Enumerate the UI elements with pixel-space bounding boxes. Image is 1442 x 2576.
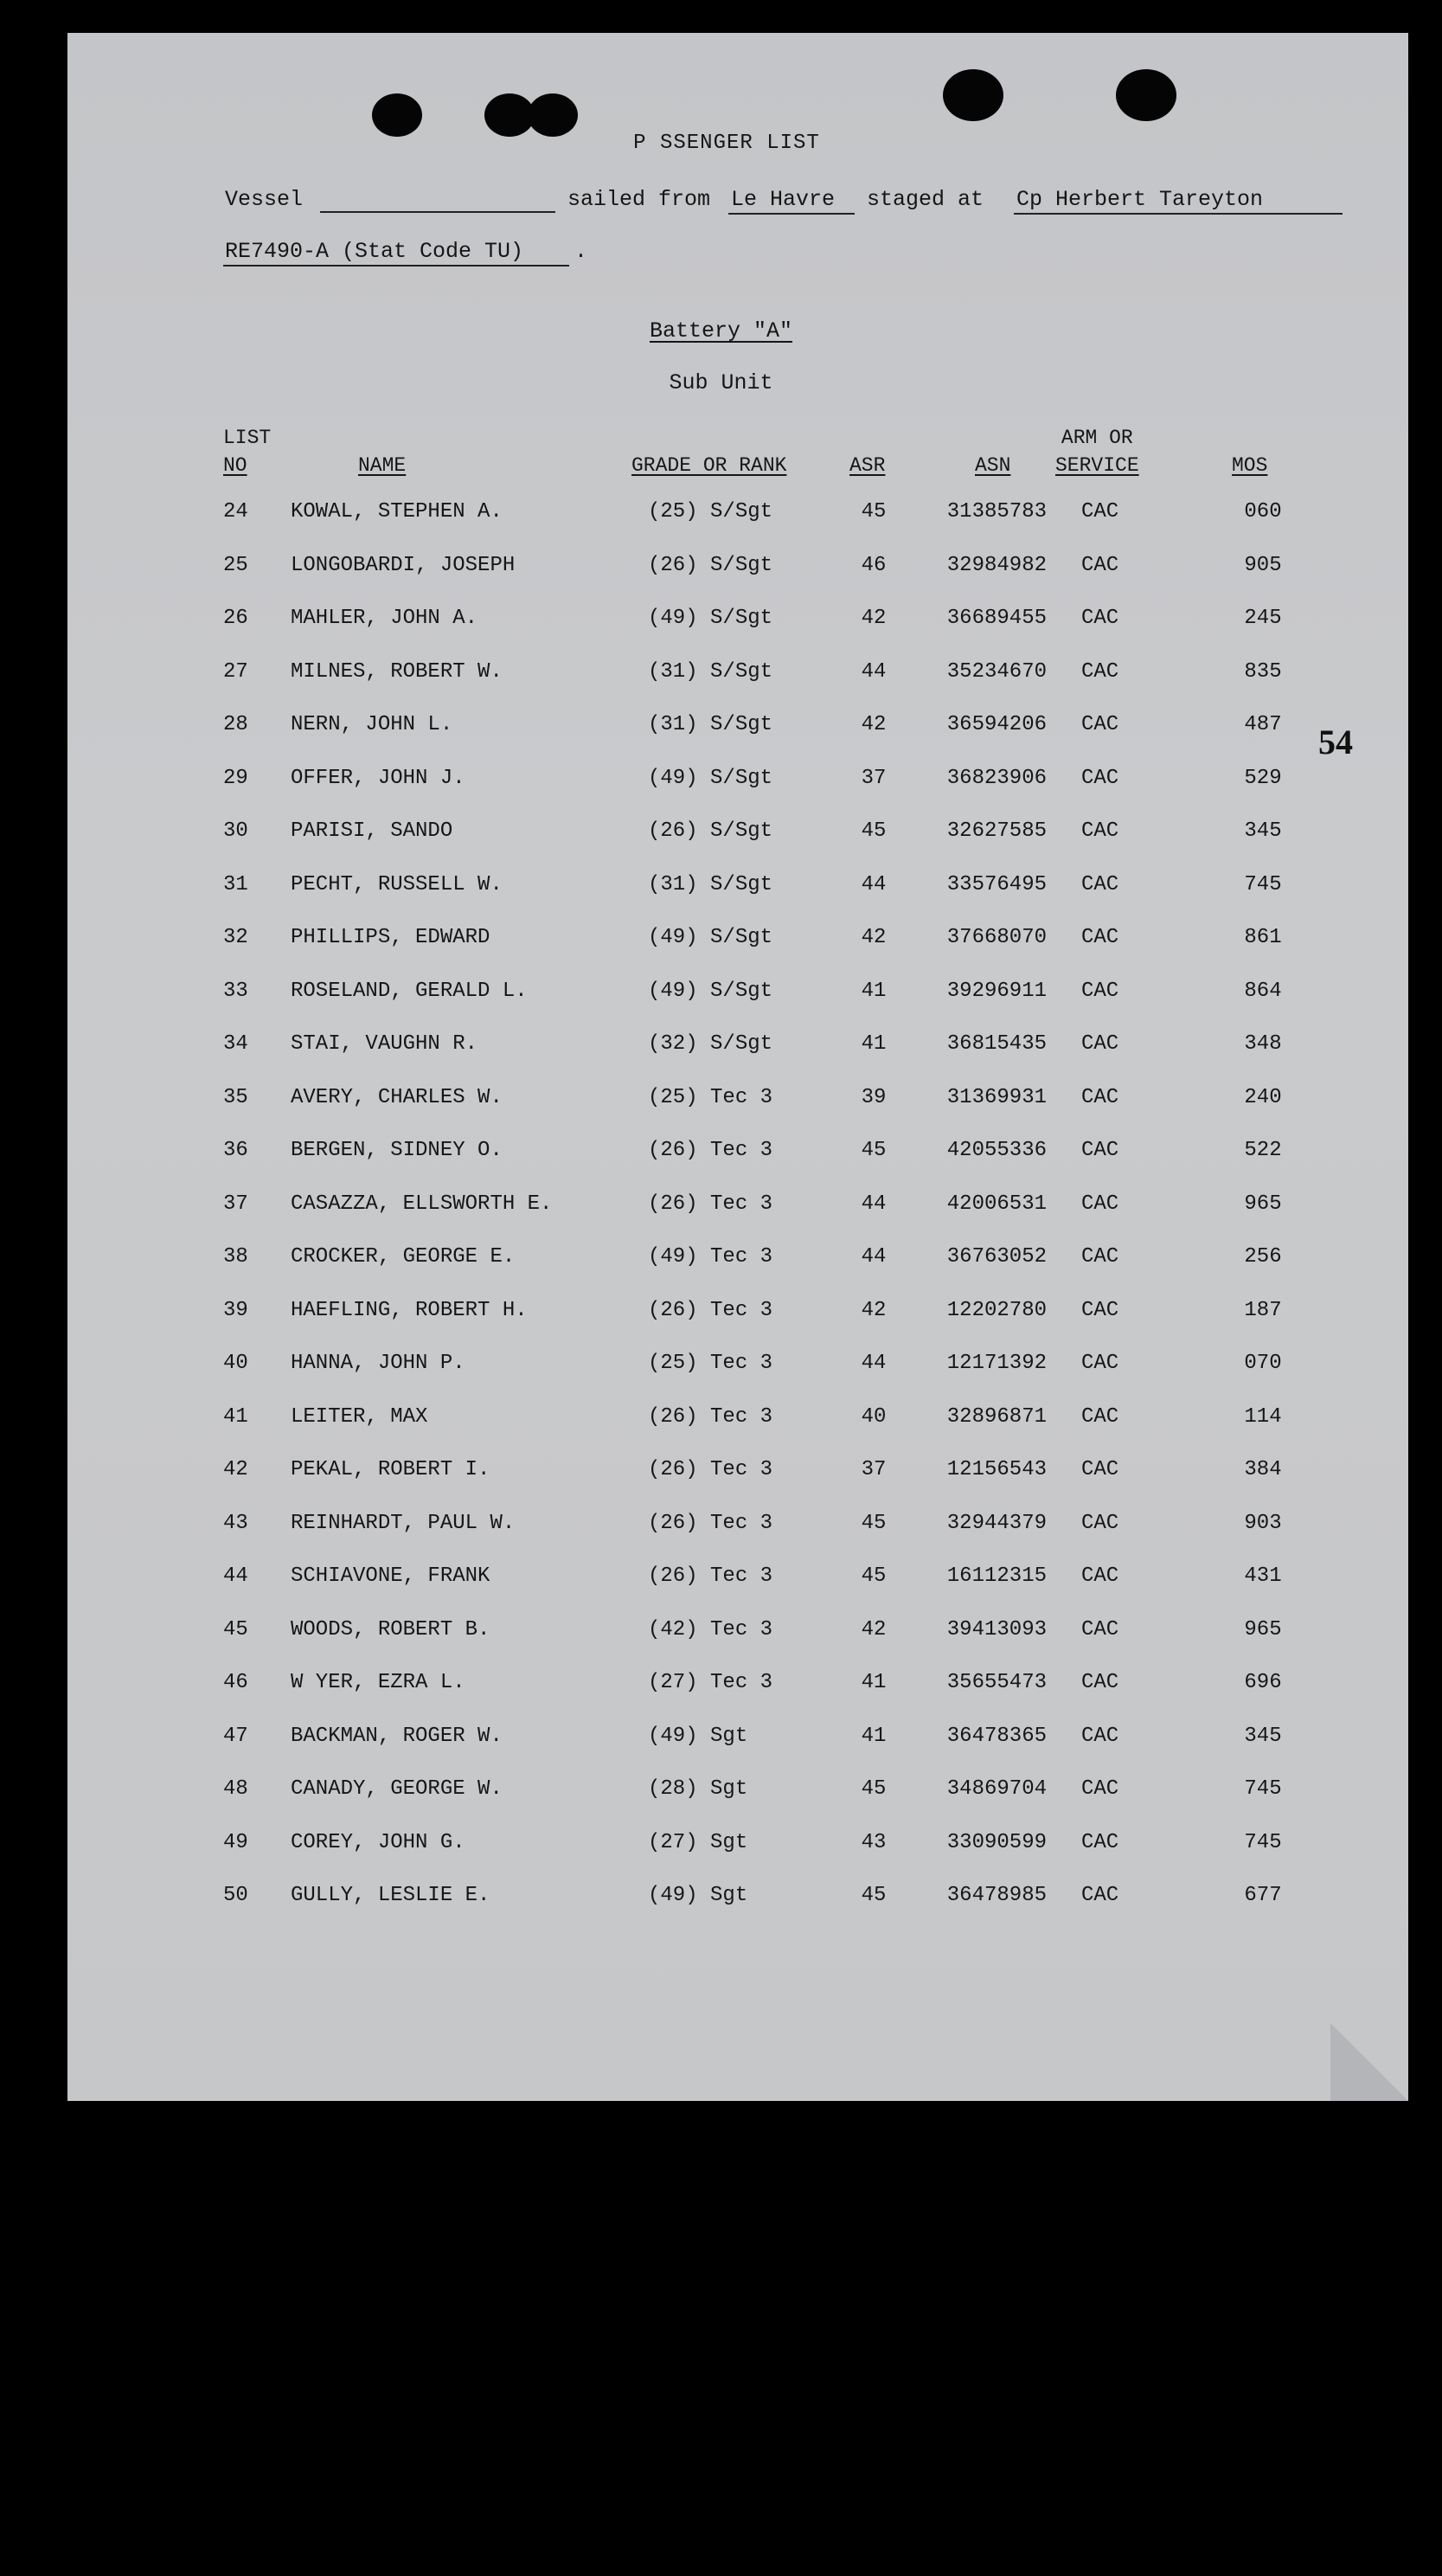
table-row — [0, 873, 1442, 927]
cell-grade: (26) Tec 3 — [648, 1511, 773, 1535]
cell-arm-service: CAC — [1081, 1085, 1119, 1109]
cell-asr: 44 — [861, 1192, 887, 1216]
cell-arm-service: CAC — [1081, 766, 1119, 790]
cell-arm-service: CAC — [1081, 1671, 1119, 1694]
punch-hole — [1116, 69, 1176, 121]
cell-asr: 44 — [861, 872, 887, 896]
page-number: 54 — [1318, 723, 1353, 761]
cell-mos: 864 — [1244, 979, 1282, 1003]
cell-asn: 36594206 — [946, 713, 1047, 736]
cell-asr: 39 — [861, 1085, 887, 1109]
cell-grade: (31) S/Sgt — [648, 713, 773, 736]
cell-mos: 522 — [1244, 1139, 1282, 1162]
col-header-asn — [975, 452, 1010, 479]
cell-name: COREY, JOHN G. — [291, 1830, 465, 1854]
cell-list-no: 46 — [223, 1671, 248, 1694]
cell-asn: 36689455 — [946, 607, 1047, 630]
col-header-mos-text: MOS — [1232, 454, 1268, 477]
cell-mos: 431 — [1244, 1564, 1282, 1588]
cell-asn: 36815435 — [946, 1032, 1047, 1056]
table-row — [0, 1458, 1442, 1512]
cell-arm-service: CAC — [1081, 979, 1119, 1003]
cell-grade: (49) S/Sgt — [648, 926, 773, 949]
cell-grade: (26) Tec 3 — [648, 1564, 773, 1588]
cell-asn: 39296911 — [946, 979, 1047, 1003]
cell-name: PHILLIPS, EDWARD — [291, 926, 490, 949]
vessel-blank — [320, 211, 555, 213]
cell-mos: 345 — [1244, 819, 1282, 843]
cell-name: AVERY, CHARLES W. — [291, 1085, 503, 1109]
cell-asn: 12202780 — [946, 1298, 1047, 1322]
cell-asr: 40 — [861, 1404, 887, 1429]
cell-mos: 256 — [1244, 1245, 1282, 1269]
sailed-from-value: Le Havre — [731, 187, 836, 212]
cell-asr: 45 — [861, 1564, 887, 1588]
cell-asn: 36478365 — [946, 1724, 1047, 1748]
cell-list-no: 41 — [223, 1404, 248, 1429]
cell-mos: 696 — [1244, 1671, 1282, 1694]
cell-mos: 345 — [1244, 1724, 1282, 1748]
cell-arm-service: CAC — [1081, 1777, 1119, 1801]
cell-grade: (26) Tec 3 — [648, 1298, 773, 1322]
cell-arm-service: CAC — [1081, 659, 1119, 684]
cell-asn: 32984982 — [946, 553, 1047, 577]
table-row — [0, 819, 1442, 873]
passenger-table — [0, 500, 1442, 1937]
table-row — [0, 660, 1442, 714]
cell-asr: 41 — [861, 1032, 887, 1056]
cell-mos: 060 — [1244, 500, 1282, 524]
col-header-arm-line2: SERVICE — [1055, 454, 1139, 477]
unit-heading-text: Battery "A" — [649, 318, 793, 344]
cell-name: MILNES, ROBERT W. — [291, 659, 503, 684]
cell-grade: (26) S/Sgt — [648, 553, 773, 577]
cell-name: LONGOBARDI, JOSEPH — [291, 553, 516, 577]
cell-asr: 44 — [861, 1352, 887, 1375]
cell-list-no: 49 — [223, 1830, 248, 1854]
cell-name: CASAZZA, ELLSWORTH E. — [291, 1192, 553, 1216]
cell-mos: 070 — [1244, 1352, 1282, 1375]
cell-grade: (27) Sgt — [648, 1830, 748, 1854]
table-row — [0, 767, 1442, 820]
cell-asr: 41 — [861, 979, 887, 1003]
cell-asr: 46 — [861, 553, 887, 577]
cell-asr: 44 — [861, 1245, 887, 1269]
col-header-asr-text: ASR — [849, 454, 886, 477]
cell-mos: 835 — [1244, 659, 1282, 684]
cell-asr: 45 — [861, 1884, 887, 1907]
document-title: P SSENGER LIST — [633, 132, 820, 155]
cell-name: HANNA, JOHN P. — [291, 1352, 465, 1375]
cell-asn: 31385783 — [946, 500, 1047, 524]
cell-mos: 487 — [1244, 713, 1282, 736]
col-header-list-no — [223, 424, 271, 479]
code-line-underline — [223, 265, 569, 267]
cell-name: PECHT, RUSSELL W. — [291, 872, 503, 896]
cell-asn: 12171392 — [946, 1352, 1047, 1375]
table-row — [0, 500, 1442, 554]
cell-asn: 33576495 — [946, 872, 1047, 896]
table-row — [0, 980, 1442, 1033]
cell-name: NERN, JOHN L. — [291, 713, 453, 736]
cell-mos: 187 — [1244, 1298, 1282, 1322]
cell-arm-service: CAC — [1081, 1032, 1119, 1056]
table-row — [0, 554, 1442, 607]
col-header-name — [358, 452, 406, 479]
col-header-grade-text: GRADE OR RANK — [631, 454, 787, 477]
cell-arm-service: CAC — [1081, 1298, 1119, 1322]
col-header-arm-line1: ARM OR — [1061, 427, 1133, 449]
sailed-from-underline — [728, 213, 855, 215]
cell-mos: 745 — [1244, 1777, 1282, 1801]
cell-arm-service: CAC — [1081, 1404, 1119, 1429]
cell-list-no: 29 — [223, 766, 248, 790]
cell-grade: (49) S/Sgt — [648, 979, 773, 1003]
cell-list-no: 45 — [223, 1617, 248, 1641]
cell-grade: (25) Tec 3 — [648, 1352, 773, 1375]
cell-name: LEITER, MAX — [291, 1404, 428, 1429]
table-row — [0, 926, 1442, 980]
cell-mos: 905 — [1244, 553, 1282, 577]
cell-list-no: 47 — [223, 1724, 248, 1748]
cell-name: REINHARDT, PAUL W. — [291, 1511, 516, 1535]
sailed-from-label: sailed from — [567, 187, 711, 212]
table-row — [0, 1245, 1442, 1299]
cell-asr: 41 — [861, 1724, 887, 1748]
cell-arm-service: CAC — [1081, 1830, 1119, 1854]
cell-list-no: 43 — [223, 1511, 248, 1535]
cell-name: MAHLER, JOHN A. — [291, 607, 478, 630]
cell-asr: 42 — [861, 1298, 887, 1322]
cell-asn: 34869704 — [946, 1777, 1047, 1801]
cell-asn: 12156543 — [946, 1458, 1047, 1481]
cell-grade: (31) S/Sgt — [648, 659, 773, 684]
cell-list-no: 36 — [223, 1139, 248, 1162]
cell-mos: 240 — [1244, 1085, 1282, 1109]
cell-grade: (26) Tec 3 — [648, 1139, 773, 1162]
cell-asr: 42 — [861, 1617, 887, 1641]
cell-mos: 677 — [1244, 1884, 1282, 1907]
cell-asr: 45 — [861, 1777, 887, 1801]
cell-asr: 41 — [861, 1671, 887, 1694]
cell-asr: 44 — [861, 659, 887, 684]
col-header-list-no-line1: LIST — [223, 427, 272, 449]
cell-asn: 32627585 — [946, 819, 1047, 843]
table-row — [0, 1671, 1442, 1725]
table-row — [0, 1884, 1442, 1937]
cell-list-no: 48 — [223, 1777, 248, 1801]
cell-list-no: 42 — [223, 1458, 248, 1481]
cell-asr: 37 — [861, 766, 887, 790]
cell-arm-service: CAC — [1081, 1564, 1119, 1588]
cell-name: BACKMAN, ROGER W. — [291, 1724, 503, 1748]
cell-list-no: 26 — [223, 607, 248, 630]
cell-asr: 37 — [861, 1458, 887, 1481]
cell-mos: 861 — [1244, 926, 1282, 949]
cell-mos: 745 — [1244, 872, 1282, 896]
cell-asr: 45 — [861, 1511, 887, 1535]
cell-arm-service: CAC — [1081, 500, 1119, 524]
cell-asr: 42 — [861, 607, 887, 630]
cell-asn: 42006531 — [946, 1192, 1047, 1216]
cell-name: STAI, VAUGHN R. — [291, 1032, 478, 1056]
cell-asr: 42 — [861, 713, 887, 736]
cell-arm-service: CAC — [1081, 553, 1119, 577]
cell-asn: 16112315 — [946, 1564, 1047, 1588]
cell-arm-service: CAC — [1081, 1617, 1119, 1641]
cell-mos: 348 — [1244, 1032, 1282, 1056]
col-header-name-text: NAME — [358, 454, 407, 477]
col-header-asr — [849, 452, 885, 479]
cell-list-no: 34 — [223, 1032, 248, 1056]
cell-grade: (32) S/Sgt — [648, 1032, 773, 1056]
cell-name: WOODS, ROBERT B. — [291, 1617, 490, 1641]
cell-asn: 37668070 — [946, 926, 1047, 949]
cell-asr: 43 — [861, 1830, 887, 1854]
cell-mos: 965 — [1244, 1617, 1282, 1641]
cell-list-no: 40 — [223, 1352, 248, 1375]
code-period: . — [574, 239, 588, 264]
cell-asn: 35655473 — [946, 1671, 1047, 1694]
vessel-label: Vessel — [225, 187, 304, 212]
cell-name: PEKAL, ROBERT I. — [291, 1458, 490, 1481]
table-row — [0, 1725, 1442, 1778]
cell-name: OFFER, JOHN J. — [291, 766, 465, 790]
cell-asn: 32896871 — [946, 1404, 1047, 1429]
staged-at-underline — [1014, 213, 1343, 215]
cell-name: CROCKER, GEORGE E. — [291, 1245, 516, 1269]
cell-asr: 45 — [861, 819, 887, 843]
cell-arm-service: CAC — [1081, 1139, 1119, 1162]
table-row — [0, 1831, 1442, 1885]
cell-list-no: 32 — [223, 926, 248, 949]
table-row — [0, 1192, 1442, 1246]
cell-asn: 36823906 — [946, 766, 1047, 790]
cell-asn: 42055336 — [946, 1139, 1047, 1162]
cell-asn: 31369931 — [946, 1085, 1047, 1109]
cell-arm-service: CAC — [1081, 1511, 1119, 1535]
cell-grade: (25) S/Sgt — [648, 500, 773, 524]
col-header-asn-text: ASN — [975, 454, 1011, 477]
unit-heading — [0, 318, 1442, 344]
cell-mos: 745 — [1244, 1830, 1282, 1854]
cell-list-no: 24 — [223, 500, 248, 524]
cell-arm-service: CAC — [1081, 872, 1119, 896]
cell-name: ROSELAND, GERALD L. — [291, 979, 528, 1003]
cell-grade: (26) Tec 3 — [648, 1458, 773, 1481]
cell-arm-service: CAC — [1081, 1245, 1119, 1269]
punch-hole — [528, 93, 578, 137]
cell-arm-service: CAC — [1081, 607, 1119, 630]
cell-name: CANADY, GEORGE W. — [291, 1777, 503, 1801]
cell-grade: (49) S/Sgt — [648, 766, 773, 790]
table-row — [0, 1777, 1442, 1831]
cell-name: PARISI, SANDO — [291, 819, 453, 843]
punch-hole — [943, 69, 1003, 121]
cell-mos: 529 — [1244, 766, 1282, 790]
table-row — [0, 1618, 1442, 1672]
col-header-list-no-line2: NO — [223, 454, 247, 477]
code-line: RE7490-A (Stat Code TU) — [225, 239, 524, 264]
table-row — [0, 1139, 1442, 1192]
cell-list-no: 31 — [223, 872, 248, 896]
cell-name: KOWAL, STEPHEN A. — [291, 500, 503, 524]
cell-grade: (26) Tec 3 — [648, 1404, 773, 1429]
cell-asn: 36763052 — [946, 1245, 1047, 1269]
cell-name: W YER, EZRA L. — [291, 1671, 465, 1694]
cell-name: GULLY, LESLIE E. — [291, 1884, 490, 1907]
cell-grade: (49) Sgt — [648, 1724, 748, 1748]
cell-list-no: 38 — [223, 1245, 248, 1269]
cell-grade: (49) Sgt — [648, 1884, 748, 1907]
cell-grade: (42) Tec 3 — [648, 1617, 773, 1641]
cell-mos: 903 — [1244, 1511, 1282, 1535]
staged-at-value: Cp Herbert Tareyton — [1016, 187, 1264, 212]
cell-list-no: 28 — [223, 713, 248, 736]
table-row — [0, 1352, 1442, 1405]
cell-grade: (27) Tec 3 — [648, 1671, 773, 1694]
cell-arm-service: CAC — [1081, 1724, 1119, 1748]
punch-hole — [372, 93, 422, 137]
col-header-mos — [1232, 452, 1267, 479]
cell-mos: 114 — [1244, 1404, 1282, 1429]
cell-name: HAEFLING, ROBERT H. — [291, 1298, 528, 1322]
cell-arm-service: CAC — [1081, 713, 1119, 736]
cell-arm-service: CAC — [1081, 1884, 1119, 1907]
table-row — [0, 1564, 1442, 1618]
table-row — [0, 713, 1442, 767]
cell-asr: 42 — [861, 926, 887, 949]
cell-list-no: 44 — [223, 1564, 248, 1588]
cell-asn: 36478985 — [946, 1884, 1047, 1907]
cell-asn: 33090599 — [946, 1830, 1047, 1854]
cell-arm-service: CAC — [1081, 819, 1119, 843]
cell-mos: 965 — [1244, 1192, 1282, 1216]
table-row — [0, 1032, 1442, 1086]
col-header-grade — [631, 452, 786, 479]
cell-grade: (26) Tec 3 — [648, 1192, 773, 1216]
cell-list-no: 50 — [223, 1884, 248, 1907]
cell-list-no: 30 — [223, 819, 248, 843]
subunit-heading: Sub Unit — [669, 370, 773, 395]
table-row — [0, 1512, 1442, 1565]
cell-list-no: 25 — [223, 553, 248, 577]
cell-name: BERGEN, SIDNEY O. — [291, 1139, 503, 1162]
cell-asn: 35234670 — [946, 659, 1047, 684]
cell-grade: (31) S/Sgt — [648, 872, 773, 896]
cell-list-no: 33 — [223, 979, 248, 1003]
table-row — [0, 1299, 1442, 1352]
cell-asn: 39413093 — [946, 1617, 1047, 1641]
cell-list-no: 37 — [223, 1192, 248, 1216]
cell-name: SCHIAVONE, FRANK — [291, 1564, 490, 1588]
cell-grade: (49) Tec 3 — [648, 1245, 773, 1269]
cell-mos: 245 — [1244, 607, 1282, 630]
staged-at-label: staged at — [867, 187, 984, 212]
table-row — [0, 1086, 1442, 1140]
table-row — [0, 1405, 1442, 1459]
folded-corner — [1330, 2023, 1408, 2101]
table-row — [0, 607, 1442, 660]
cell-arm-service: CAC — [1081, 926, 1119, 949]
cell-asr: 45 — [861, 1139, 887, 1162]
col-header-arm — [1055, 424, 1139, 479]
cell-grade: (26) S/Sgt — [648, 819, 773, 843]
cell-arm-service: CAC — [1081, 1352, 1119, 1375]
cell-arm-service: CAC — [1081, 1192, 1119, 1216]
cell-grade: (25) Tec 3 — [648, 1085, 773, 1109]
cell-list-no: 27 — [223, 659, 248, 684]
cell-asr: 45 — [861, 500, 887, 524]
cell-grade: (49) S/Sgt — [648, 607, 773, 630]
cell-grade: (28) Sgt — [648, 1777, 748, 1801]
cell-mos: 384 — [1244, 1458, 1282, 1481]
cell-asn: 32944379 — [946, 1511, 1047, 1535]
cell-arm-service: CAC — [1081, 1458, 1119, 1481]
cell-list-no: 35 — [223, 1085, 248, 1109]
cell-list-no: 39 — [223, 1298, 248, 1322]
